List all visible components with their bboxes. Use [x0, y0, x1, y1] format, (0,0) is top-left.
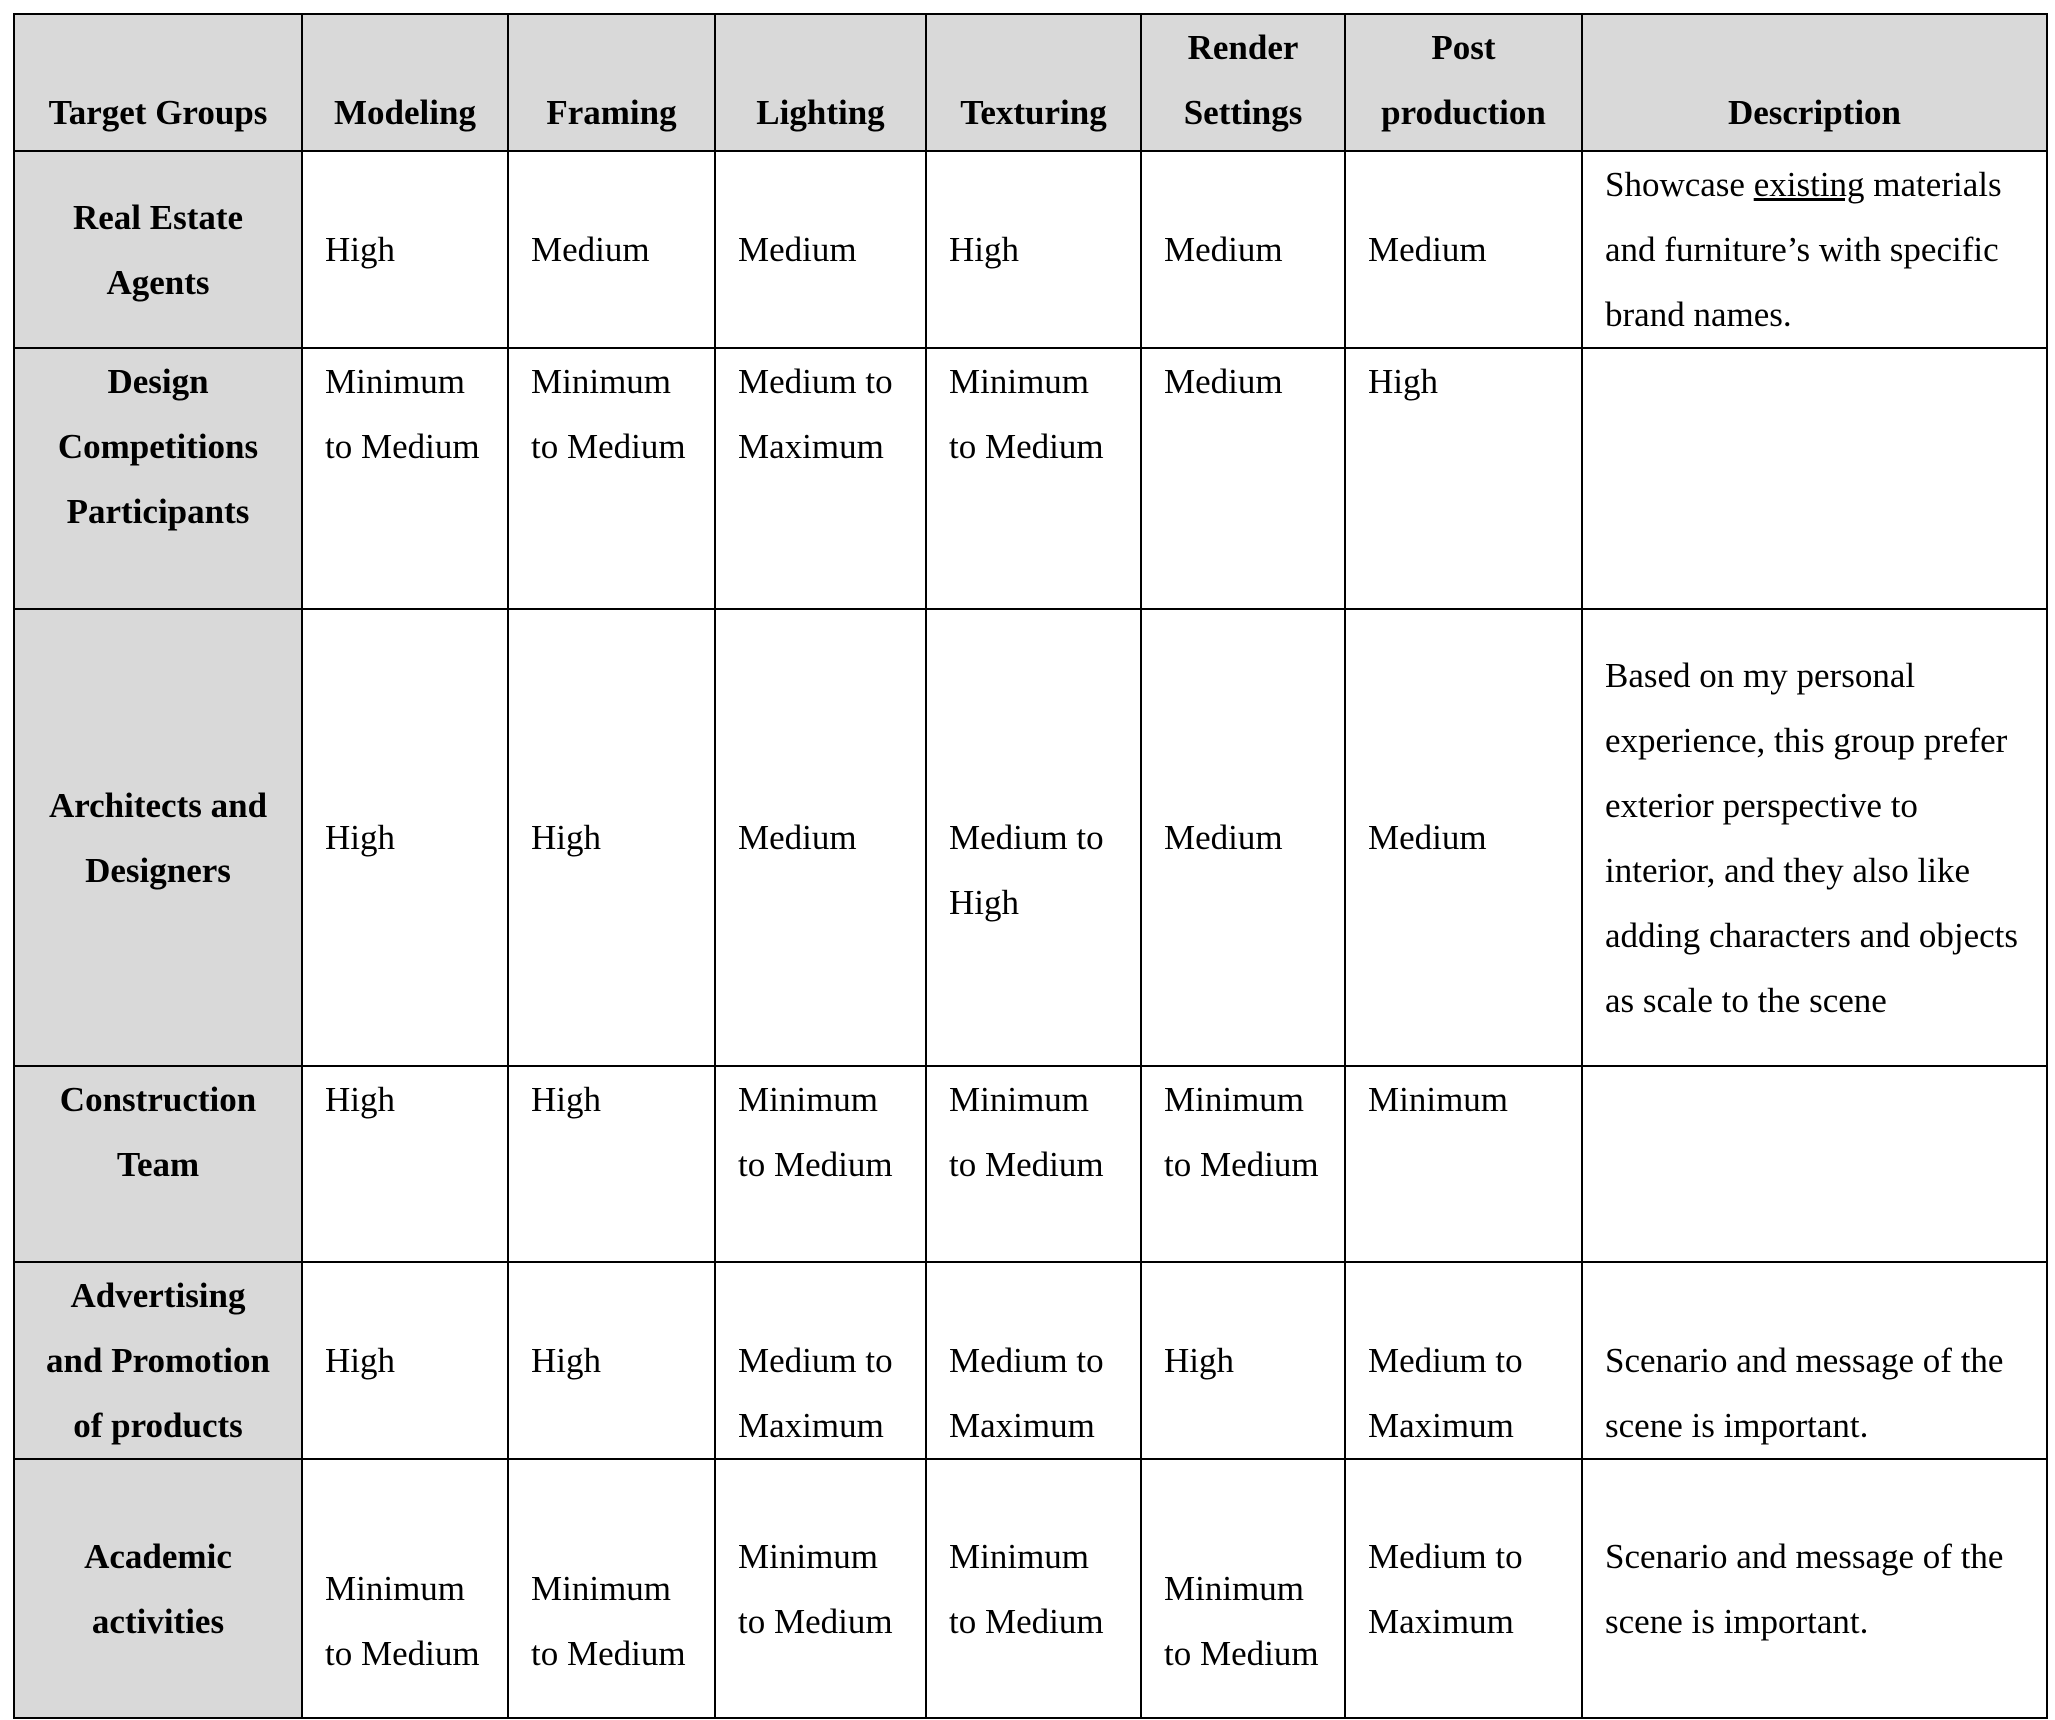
- framing-cell: High: [508, 1262, 715, 1459]
- lighting-cell: Medium: [715, 151, 926, 348]
- post-production-cell: Minimum: [1345, 1066, 1582, 1262]
- framing-cell: High: [508, 609, 715, 1066]
- header-post-production: [1345, 14, 1582, 151]
- header-texturing: Texturing: [926, 14, 1141, 151]
- modeling-cell: High: [302, 1262, 508, 1459]
- table-row: [14, 1066, 2047, 1262]
- header-target-groups: Target Groups: [14, 14, 302, 151]
- row-group-line: Designers: [85, 850, 231, 890]
- lighting-cell: Minimum to Medium: [715, 1066, 926, 1262]
- render-settings-cell: Minimum to Medium: [1141, 1066, 1345, 1262]
- render-settings-cell: High: [1141, 1262, 1345, 1459]
- texturing-cell: Minimum to Medium: [926, 1066, 1141, 1262]
- modeling-cell: High: [302, 609, 508, 1066]
- description-cell: [1582, 1066, 2047, 1262]
- table-row: [14, 348, 2047, 609]
- render-settings-cell: Medium: [1141, 348, 1345, 609]
- header-row: [14, 14, 2047, 151]
- framing-cell: Minimum to Medium: [508, 348, 715, 609]
- framing-cell: High: [508, 1066, 715, 1262]
- modeling-cell: High: [302, 1066, 508, 1262]
- render-settings-cell: Medium: [1141, 151, 1345, 348]
- framing-cell: Minimum to Medium: [508, 1459, 715, 1718]
- lighting-cell: Medium to Maximum: [715, 1262, 926, 1459]
- post-production-cell: Medium to Maximum: [1345, 1459, 1582, 1718]
- table-row: [14, 609, 2047, 1066]
- row-group-line: Design: [107, 362, 209, 401]
- row-group-line: Agents: [106, 262, 210, 302]
- lighting-cell: Minimum to Medium: [715, 1459, 926, 1718]
- row-group-line: Real Estate: [72, 197, 244, 237]
- row-group-cell: [14, 348, 302, 609]
- render-settings-cell: Medium: [1141, 609, 1345, 1066]
- lighting-cell: Medium: [715, 609, 926, 1066]
- description-underlined-text: existing: [1753, 165, 1865, 204]
- row-group-line: and Promotion: [46, 1341, 270, 1380]
- texturing-cell: High: [926, 151, 1141, 348]
- header-render-settings-line1: Render: [1187, 28, 1299, 67]
- post-production-cell: Medium: [1345, 151, 1582, 348]
- row-group-line: Architects and: [48, 785, 268, 825]
- table-row: [14, 1262, 2047, 1459]
- row-group-line: activities: [91, 1601, 225, 1641]
- framing-cell: Medium: [508, 151, 715, 348]
- table-row: [14, 1459, 2047, 1718]
- row-group-line: of products: [73, 1406, 243, 1445]
- header-framing: Framing: [508, 14, 715, 151]
- row-group-line: Advertising: [70, 1276, 246, 1315]
- header-render-settings: [1141, 14, 1345, 151]
- header-modeling: Modeling: [302, 14, 508, 151]
- description-cell: Scenario and message of the scene is important.: [1582, 1262, 2047, 1459]
- header-post-production-line1: Post: [1431, 28, 1496, 67]
- header-post-production-line2: production: [1381, 93, 1546, 132]
- post-production-cell: Medium to Maximum: [1345, 1262, 1582, 1459]
- row-group-line: Academic: [84, 1536, 232, 1576]
- description-text: Showcase: [1605, 165, 1754, 204]
- description-cell: [1582, 151, 2047, 348]
- description-cell: [1582, 348, 2047, 609]
- description-cell: Scenario and message of the scene is important.: [1582, 1459, 2047, 1718]
- post-production-cell: Medium: [1345, 609, 1582, 1066]
- modeling-cell: High: [302, 151, 508, 348]
- texturing-cell: Minimum to Medium: [926, 1459, 1141, 1718]
- render-settings-cell: Minimum to Medium: [1141, 1459, 1345, 1718]
- row-group-cell: [14, 151, 302, 348]
- row-group-cell: [14, 1066, 302, 1262]
- header-render-settings-line2: Settings: [1183, 93, 1303, 132]
- lighting-cell: Medium to Maximum: [715, 348, 926, 609]
- modeling-cell: Minimum to Medium: [302, 348, 508, 609]
- header-lighting: Lighting: [715, 14, 926, 151]
- table-row: [14, 151, 2047, 348]
- row-group-line: Team: [116, 1145, 200, 1184]
- row-group-cell: [14, 1262, 302, 1459]
- row-group-line: Participants: [66, 492, 250, 531]
- description-text: materials and furniture’s with specific brand names.: [1605, 165, 2002, 334]
- row-group-line: Construction: [59, 1080, 257, 1119]
- description-cell: Based on my personal experience, this group prefer exterior perspective to interior, and they also like adding characters and objects as scale to the scene: [1582, 609, 2047, 1066]
- post-production-cell: High: [1345, 348, 1582, 609]
- header-description: Description: [1582, 14, 2047, 151]
- row-group-line: Competitions: [57, 427, 259, 466]
- row-group-cell: [14, 609, 302, 1066]
- target-groups-table: [13, 13, 2048, 1719]
- texturing-cell: Minimum to Medium: [926, 348, 1141, 609]
- texturing-cell: Medium to High: [926, 609, 1141, 1066]
- modeling-cell: Minimum to Medium: [302, 1459, 508, 1718]
- row-group-cell: [14, 1459, 302, 1718]
- texturing-cell: Medium to Maximum: [926, 1262, 1141, 1459]
